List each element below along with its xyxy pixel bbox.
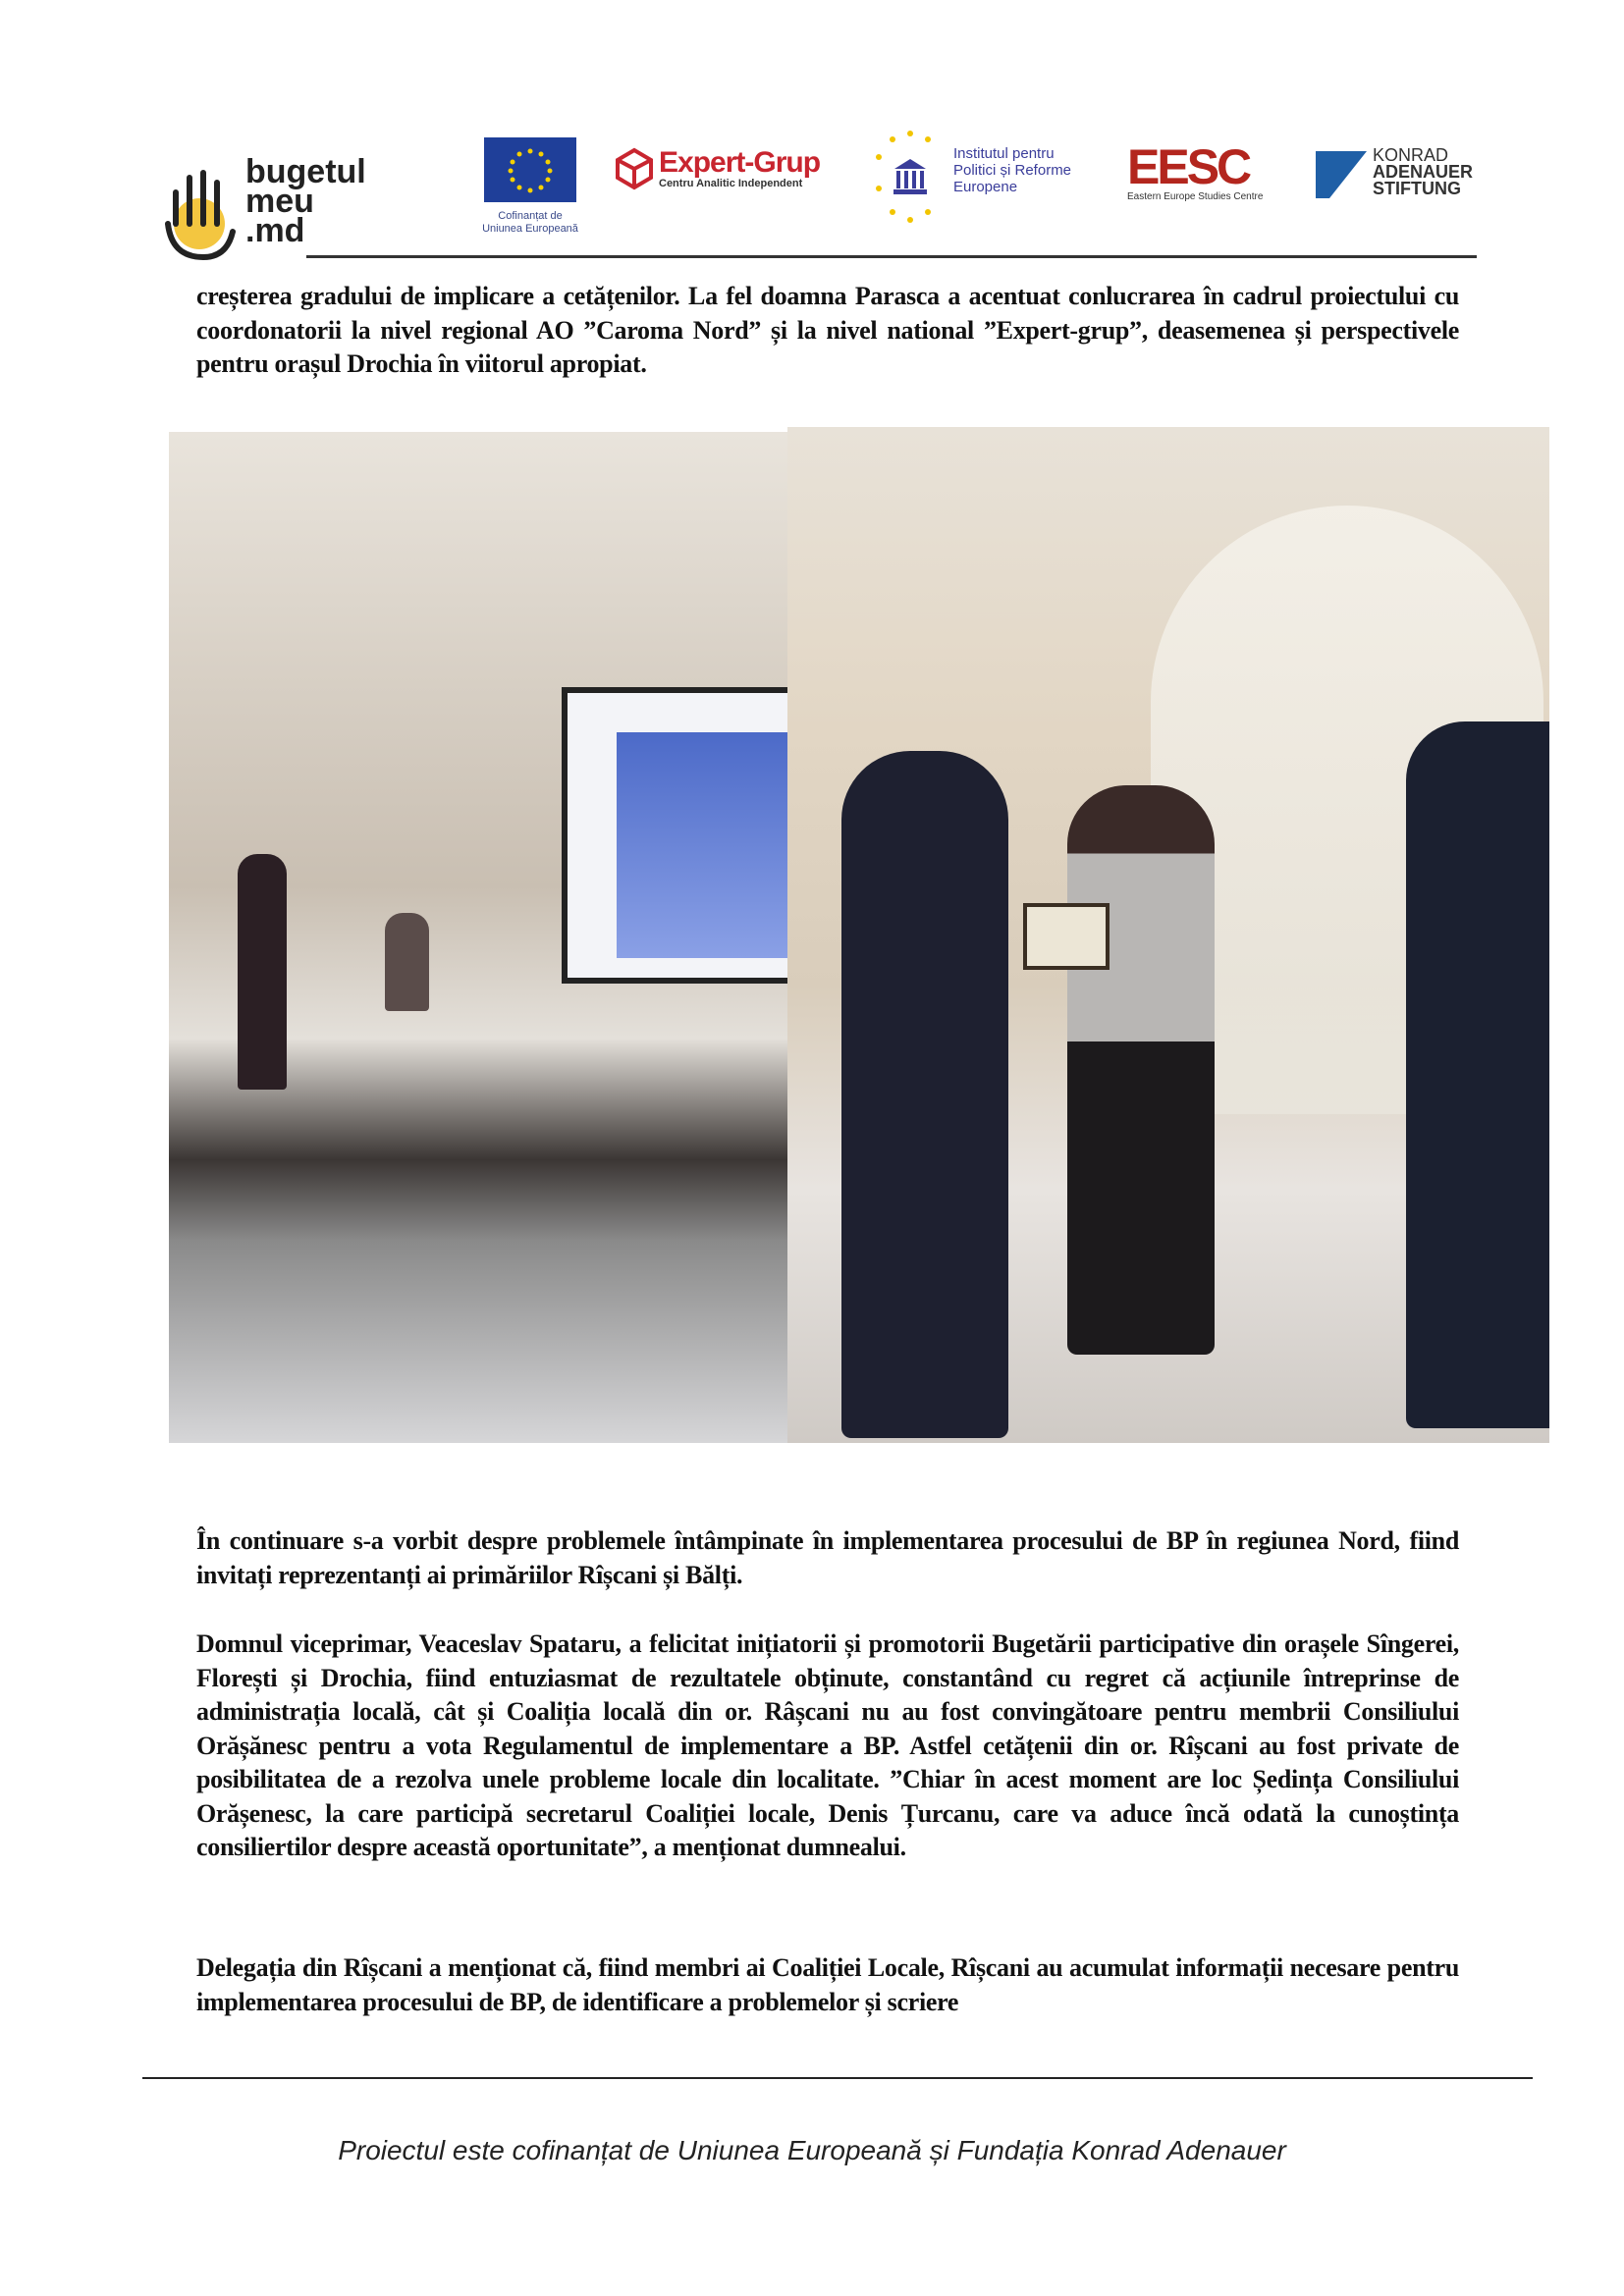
eesc-name: EESC <box>1127 139 1250 194</box>
expert-grup-logo <box>614 147 820 190</box>
person-left <box>841 751 1008 1438</box>
person-right <box>1406 721 1549 1428</box>
logo-text: bugetul <box>245 153 366 190</box>
logo-text: .md <box>245 212 305 249</box>
person-seated <box>385 913 429 1011</box>
bugetul-meu-logo <box>162 153 398 265</box>
expert-grup-subtitle: Centru Analitic Independent <box>659 178 803 189</box>
photo-award <box>787 427 1549 1443</box>
paragraph: Domnul viceprimar, Veaceslav Spataru, a felicitat inițiatorii și promotorii Bugetării participative din orașele Sîngerei, Florești și Drochia, fiind entuziasmat de rezultatele obținute, constantând cu regret că acțiunile întreprinse de administrația locală, cât și Coaliția locală din or. Râșcani nu au fost convingătoare pentru membrii Consiliului Orășănesc pentru a vota Regulamentul de implementare a BP. Astfel cetățenii din or. Rîșcani au fost private de posibilitatea de a rezolva unele probleme locale din localitate. ”Chiar în acest moment are loc Ședința Consiliului Orășenesc, la care participă secretarul Coaliției locale, Denis Țurcanu, care va aduce încă odată la cunoștința consiliertilor despre această oportunitate”, a menționat dumnealui. <box>196 1629 1459 1861</box>
logo-text: meu <box>245 183 314 220</box>
institution-icon <box>869 128 951 226</box>
cube-icon <box>614 147 655 190</box>
kas-text: STIFTUNG <box>1373 179 1461 198</box>
kas-logo <box>1316 145 1474 203</box>
footer-text: Proiectul este cofinanțat de Uniunea Europeană și Fundația Konrad Adenauer <box>338 2135 1286 2165</box>
person-center <box>1067 785 1215 1355</box>
footer-divider <box>142 2077 1533 2079</box>
expert-grup-name: Expert-Grup <box>659 146 821 179</box>
paragraph: creșterea gradului de implicare a cetățenilor. La fel doamna Parasca a acentuat conlucrarea în cadrul proiectului cu coordonatorii la nivel regional AO ”Caroma Nord” și la nivel national ”Expert-grup”, deasemenea și perspectivele pentru orașul Drochia în viitorul apropiat. <box>196 282 1459 378</box>
kas-text: ADENAUER <box>1373 162 1474 182</box>
projection-screen <box>562 687 787 984</box>
kas-mark-icon <box>1316 147 1367 198</box>
eu-caption: Uniunea Europeană <box>482 223 578 235</box>
person-speaker <box>238 854 287 1090</box>
eu-logo <box>476 137 584 236</box>
eu-flag-icon <box>484 137 576 202</box>
paragraph: Delegația din Rîșcani a menționat că, fiind membri ai Coaliției Locale, Rîșcani au acumulat informații necesare pentru implementarea procesului de BP, de identificare a problemelor și scriere <box>196 1953 1459 2016</box>
ipre-logo <box>869 128 1085 226</box>
header-divider <box>306 255 1477 258</box>
ipre-text: Europene <box>953 179 1018 195</box>
paragraph: În continuare s-a vorbit despre problemele întâmpinate în implementarea procesului de BP în regiunea Nord, fiind invitați reprezentanți ai primăriilor Rîșcani și Bălți. <box>196 1526 1459 1589</box>
eesc-logo <box>1127 139 1264 202</box>
certificate <box>1023 903 1110 970</box>
eu-caption: Cofinanțat de <box>498 210 563 222</box>
eesc-subtitle: Eastern Europe Studies Centre <box>1127 191 1264 202</box>
hand-icon <box>162 163 241 261</box>
kas-text: KONRAD <box>1373 145 1449 165</box>
ipre-text: Institutul pentru <box>953 145 1055 162</box>
photo-presentation <box>169 432 787 1443</box>
ipre-text: Politici și Reforme <box>953 162 1072 179</box>
